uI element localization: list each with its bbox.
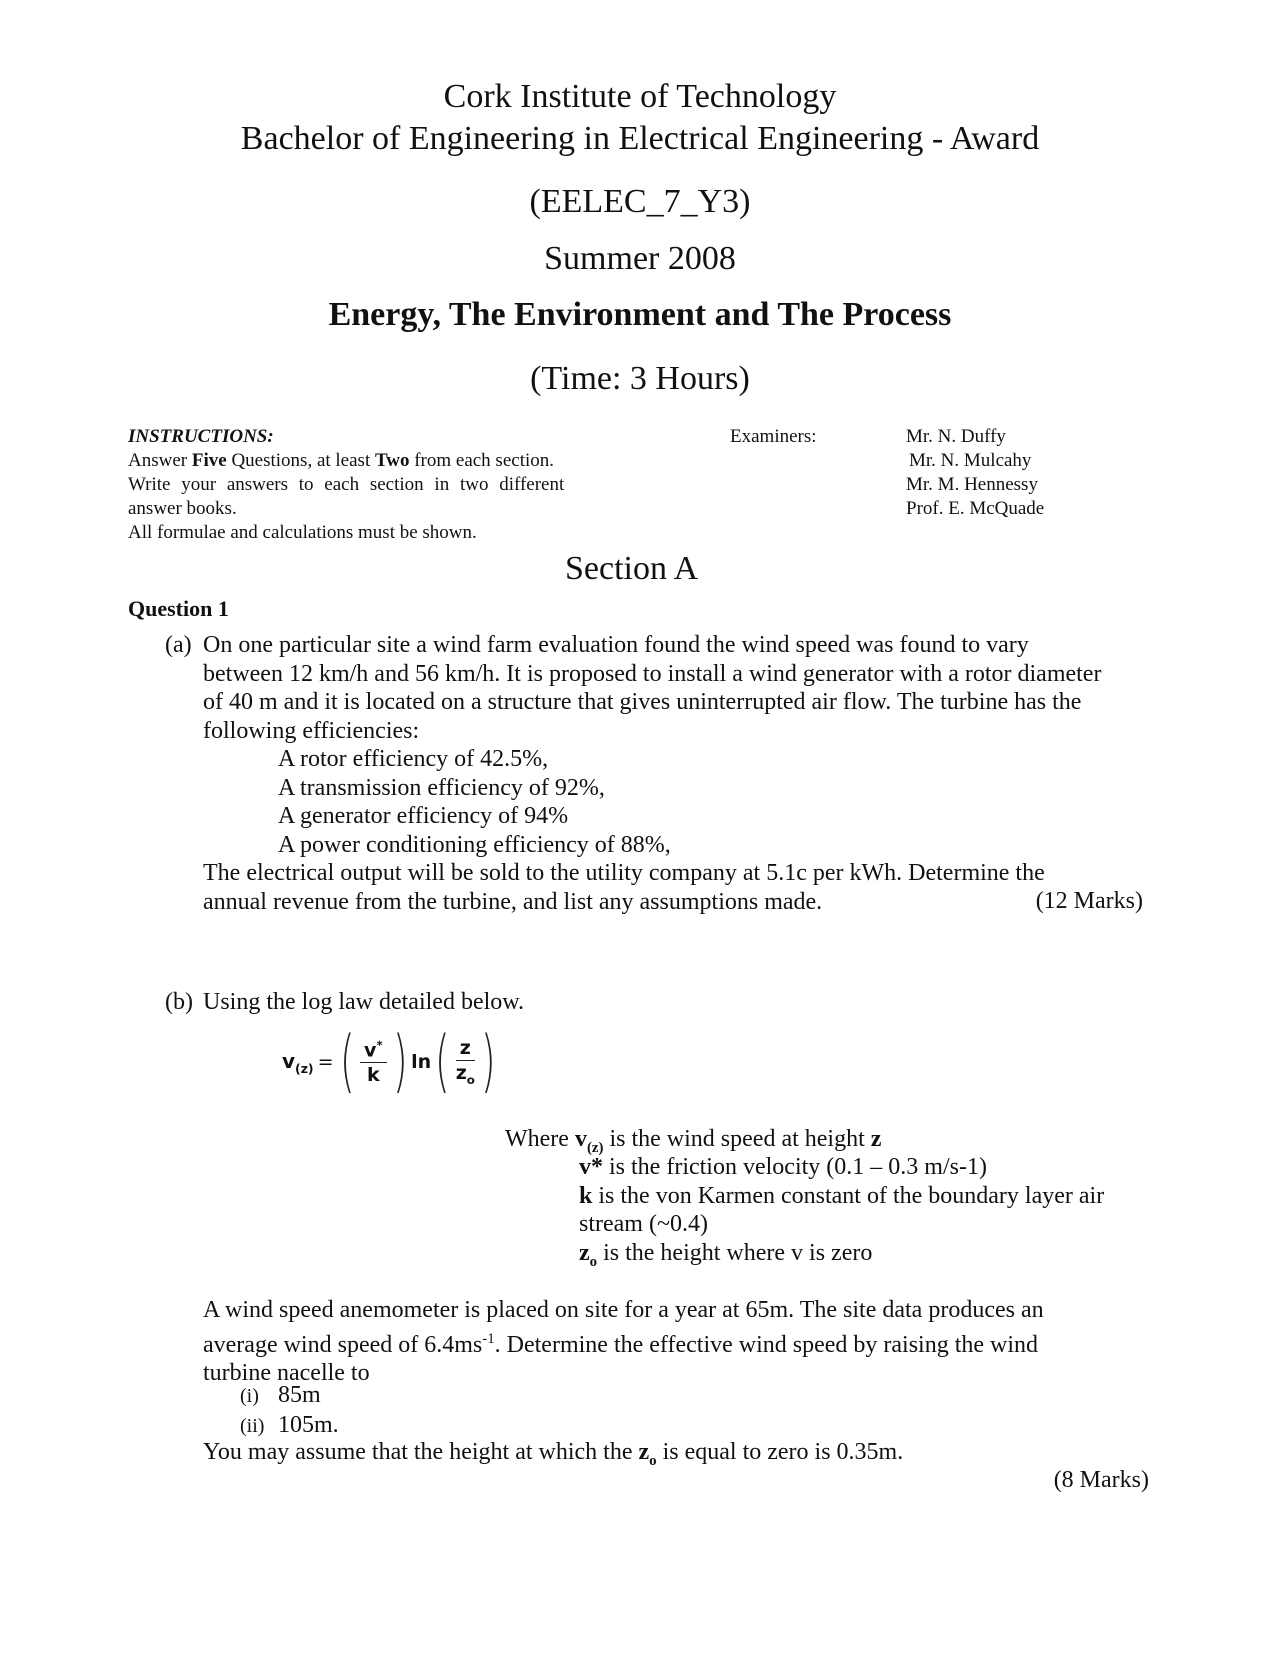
part-a-marks: (12 Marks) [1035,888,1143,914]
efficiency-item: A power conditioning efficiency of 88%, [278,831,671,858]
left-paren: ( [339,1022,355,1101]
sub-item [240,1411,339,1441]
anemometer-paragraph [203,1296,1143,1388]
log-law-formula [282,1022,496,1101]
instruction-line-4: All formulae and calculations must be shown. [128,522,477,543]
examiner-name: Mr. N. Duffy [906,426,1006,447]
sub-item-text: 85m [278,1382,321,1408]
sub-item-list [240,1381,339,1440]
exam-session: Summer 2008 [544,240,736,277]
instruction-line-3: answer books. [128,498,237,519]
right-paren: ) [392,1022,408,1101]
text-line: of 40 m and it is located on a structure that gives uninterrupted air flow. The turbine has the [203,689,1082,715]
question-label: Question 1 [128,596,229,621]
part-b-marks: (8 Marks) [1053,1467,1149,1493]
friction-velocity-fraction: $\frac{v^*}{k}$ [354,1038,393,1086]
examiner-name: Mr. N. Mulcahy [909,450,1032,471]
sub-item [240,1381,339,1411]
examiner-name: Prof. E. McQuade [906,498,1045,519]
height-ratio-fraction: $\frac{z}{z_o}$ [455,1037,475,1087]
efficiency-item: A transmission efficiency of 92%, [278,774,605,801]
efficiency-list [278,745,671,859]
text-line: The electrical output will be sold to the utility company at 5.1c per kWh. Determine the [203,860,1045,886]
part-a-marker: (a) [165,632,192,658]
efficiency-item: A generator efficiency of 94% [278,803,569,829]
instructions-title: INSTRUCTIONS: [128,426,274,447]
sub-item-marker: (ii) [240,1414,265,1437]
text-line: annual revenue from the turbine, and list any assumptions made. [203,888,823,915]
efficiency-item: A rotor efficiency of 42.5%, [278,746,549,772]
definition-von-karmen-cont: stream (~0.4) [579,1211,708,1237]
text-line: turbine nacelle to [203,1360,370,1386]
text-line: between 12 km/h and 56 km/h. It is proposed to install a wind generator with a rotor diameter [203,660,1102,687]
assumption-line: You may assume that the height at which the $z_o$ is equal to zero is 0.35m. [203,1439,904,1469]
examiners-list [906,425,1044,521]
part-b-marker: (b) [165,989,193,1015]
definition-zero-height: $z_o$ is the height where v is zero [579,1239,873,1270]
where-line-1: Where $v_{(z)}$ is the wind speed at height z [505,1126,882,1156]
text-line: On one particular site a wind farm evaluation found the wind speed was found to vary [203,632,1029,658]
instructions-block [128,425,608,545]
right-paren: ) [480,1022,496,1101]
examiners-label: Examiners: [730,426,817,447]
formula-lhs: $v_{(z)}$ [282,1048,314,1076]
instruction-line-2: Write your answers to each section in two different [128,474,565,495]
sub-item-marker: (i) [240,1385,259,1407]
examiner-name: Mr. M. Hennessy [906,474,1038,495]
part-a-closing [203,859,1143,916]
section-title: Section A [565,550,699,587]
part-b-intro: Using the log law detailed below. [203,989,525,1015]
institution-title: Cork Institute of Technology [443,78,837,115]
instruction-line-1: Answer Five Questions, at least Two from each section. [128,450,555,471]
left-paren: ( [435,1022,450,1101]
where-definitions [579,1153,1139,1276]
programme-title: Bachelor of Engineering in Electrical Engineering - Award [240,120,1040,157]
definition-von-karmen: k is the von Karmen constant of the boundary layer air [579,1182,1105,1209]
part-a-intro [203,631,1143,745]
text-line: average wind speed of $6.4ms^{-1}$. Determine the effective wind speed by raising the wind [203,1330,1039,1358]
formula-equals: = [317,1051,334,1073]
text-line: following efficiencies: [203,717,420,744]
course-code: (EELEC_7_Y3) [529,183,751,220]
module-title: Energy, The Environment and The Process [328,296,952,333]
formula-ln: ln [411,1051,432,1073]
sub-item-text: 105m. [278,1411,339,1438]
exam-duration: (Time: 3 Hours) [530,360,750,397]
definition-friction-velocity: v* is the friction velocity (0.1 – 0.3 m/s-1) [579,1154,987,1180]
text-line: A wind speed anemometer is placed on site for a year at 65m. The site data produces an [203,1297,1044,1323]
